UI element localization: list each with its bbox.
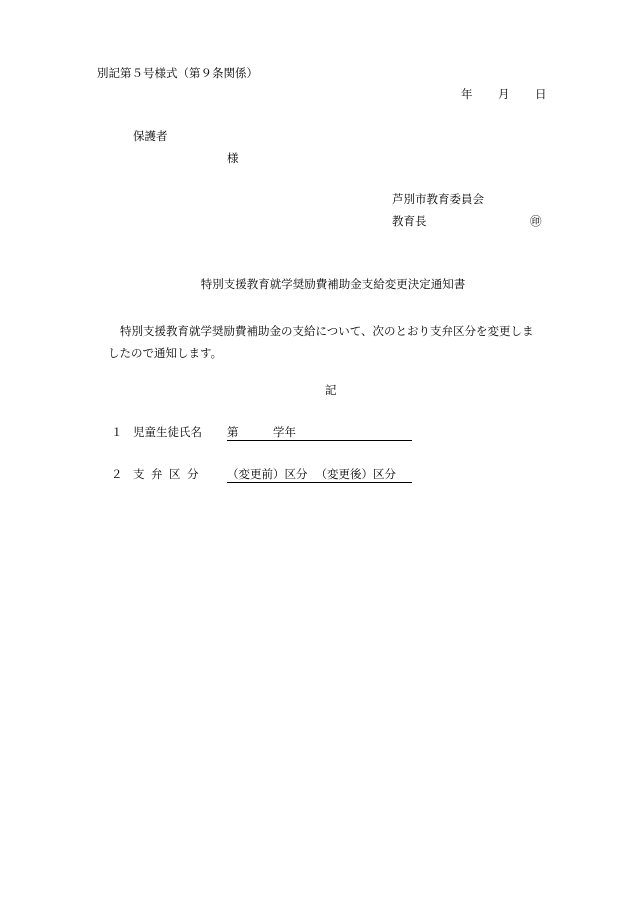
label-char: 支 [133,467,145,481]
seal-mark: ㊞ [530,214,542,228]
label-char: 区 [169,467,181,481]
date-month-label: 月 [498,87,510,101]
grade-suffix: 学年 [273,425,296,439]
item-number: ２ [111,467,123,481]
item-payment-category [111,469,412,483]
item-student-name [111,427,412,441]
notice-body: 特別支援教育就学奨励費補助金の支給について、次のとおり支弁区分を変更しましたので通知します。 [108,324,534,360]
grade-prefix: 第 [227,425,239,439]
item-label: 児童生徒氏名 [133,425,202,439]
date-day-label: 日 [535,87,547,101]
recipient-title: 保護者 [133,129,168,143]
item-number: １ [111,425,123,439]
item-label [133,469,227,481]
document-title: 特別支援教育就学奨励費補助金支給変更決定通知書 [200,277,466,291]
date-year-label: 年 [461,87,473,101]
date-line [461,89,547,101]
issuer-person: 教育長 [392,214,427,228]
issuer-organization: 芦別市教育委員会 [392,192,484,206]
recipient-honorific: 様 [227,151,239,165]
ki-heading: 記 [325,383,337,397]
category-before: （変更前）区分 [227,467,308,481]
form-number: 別記第５号様式（第９条関係） [97,66,258,80]
label-char: 弁 [151,467,163,481]
label-char: 分 [187,467,199,481]
category-after: （変更後）区分 [315,467,396,481]
student-grade-field [227,427,412,441]
category-change-field [227,469,412,483]
